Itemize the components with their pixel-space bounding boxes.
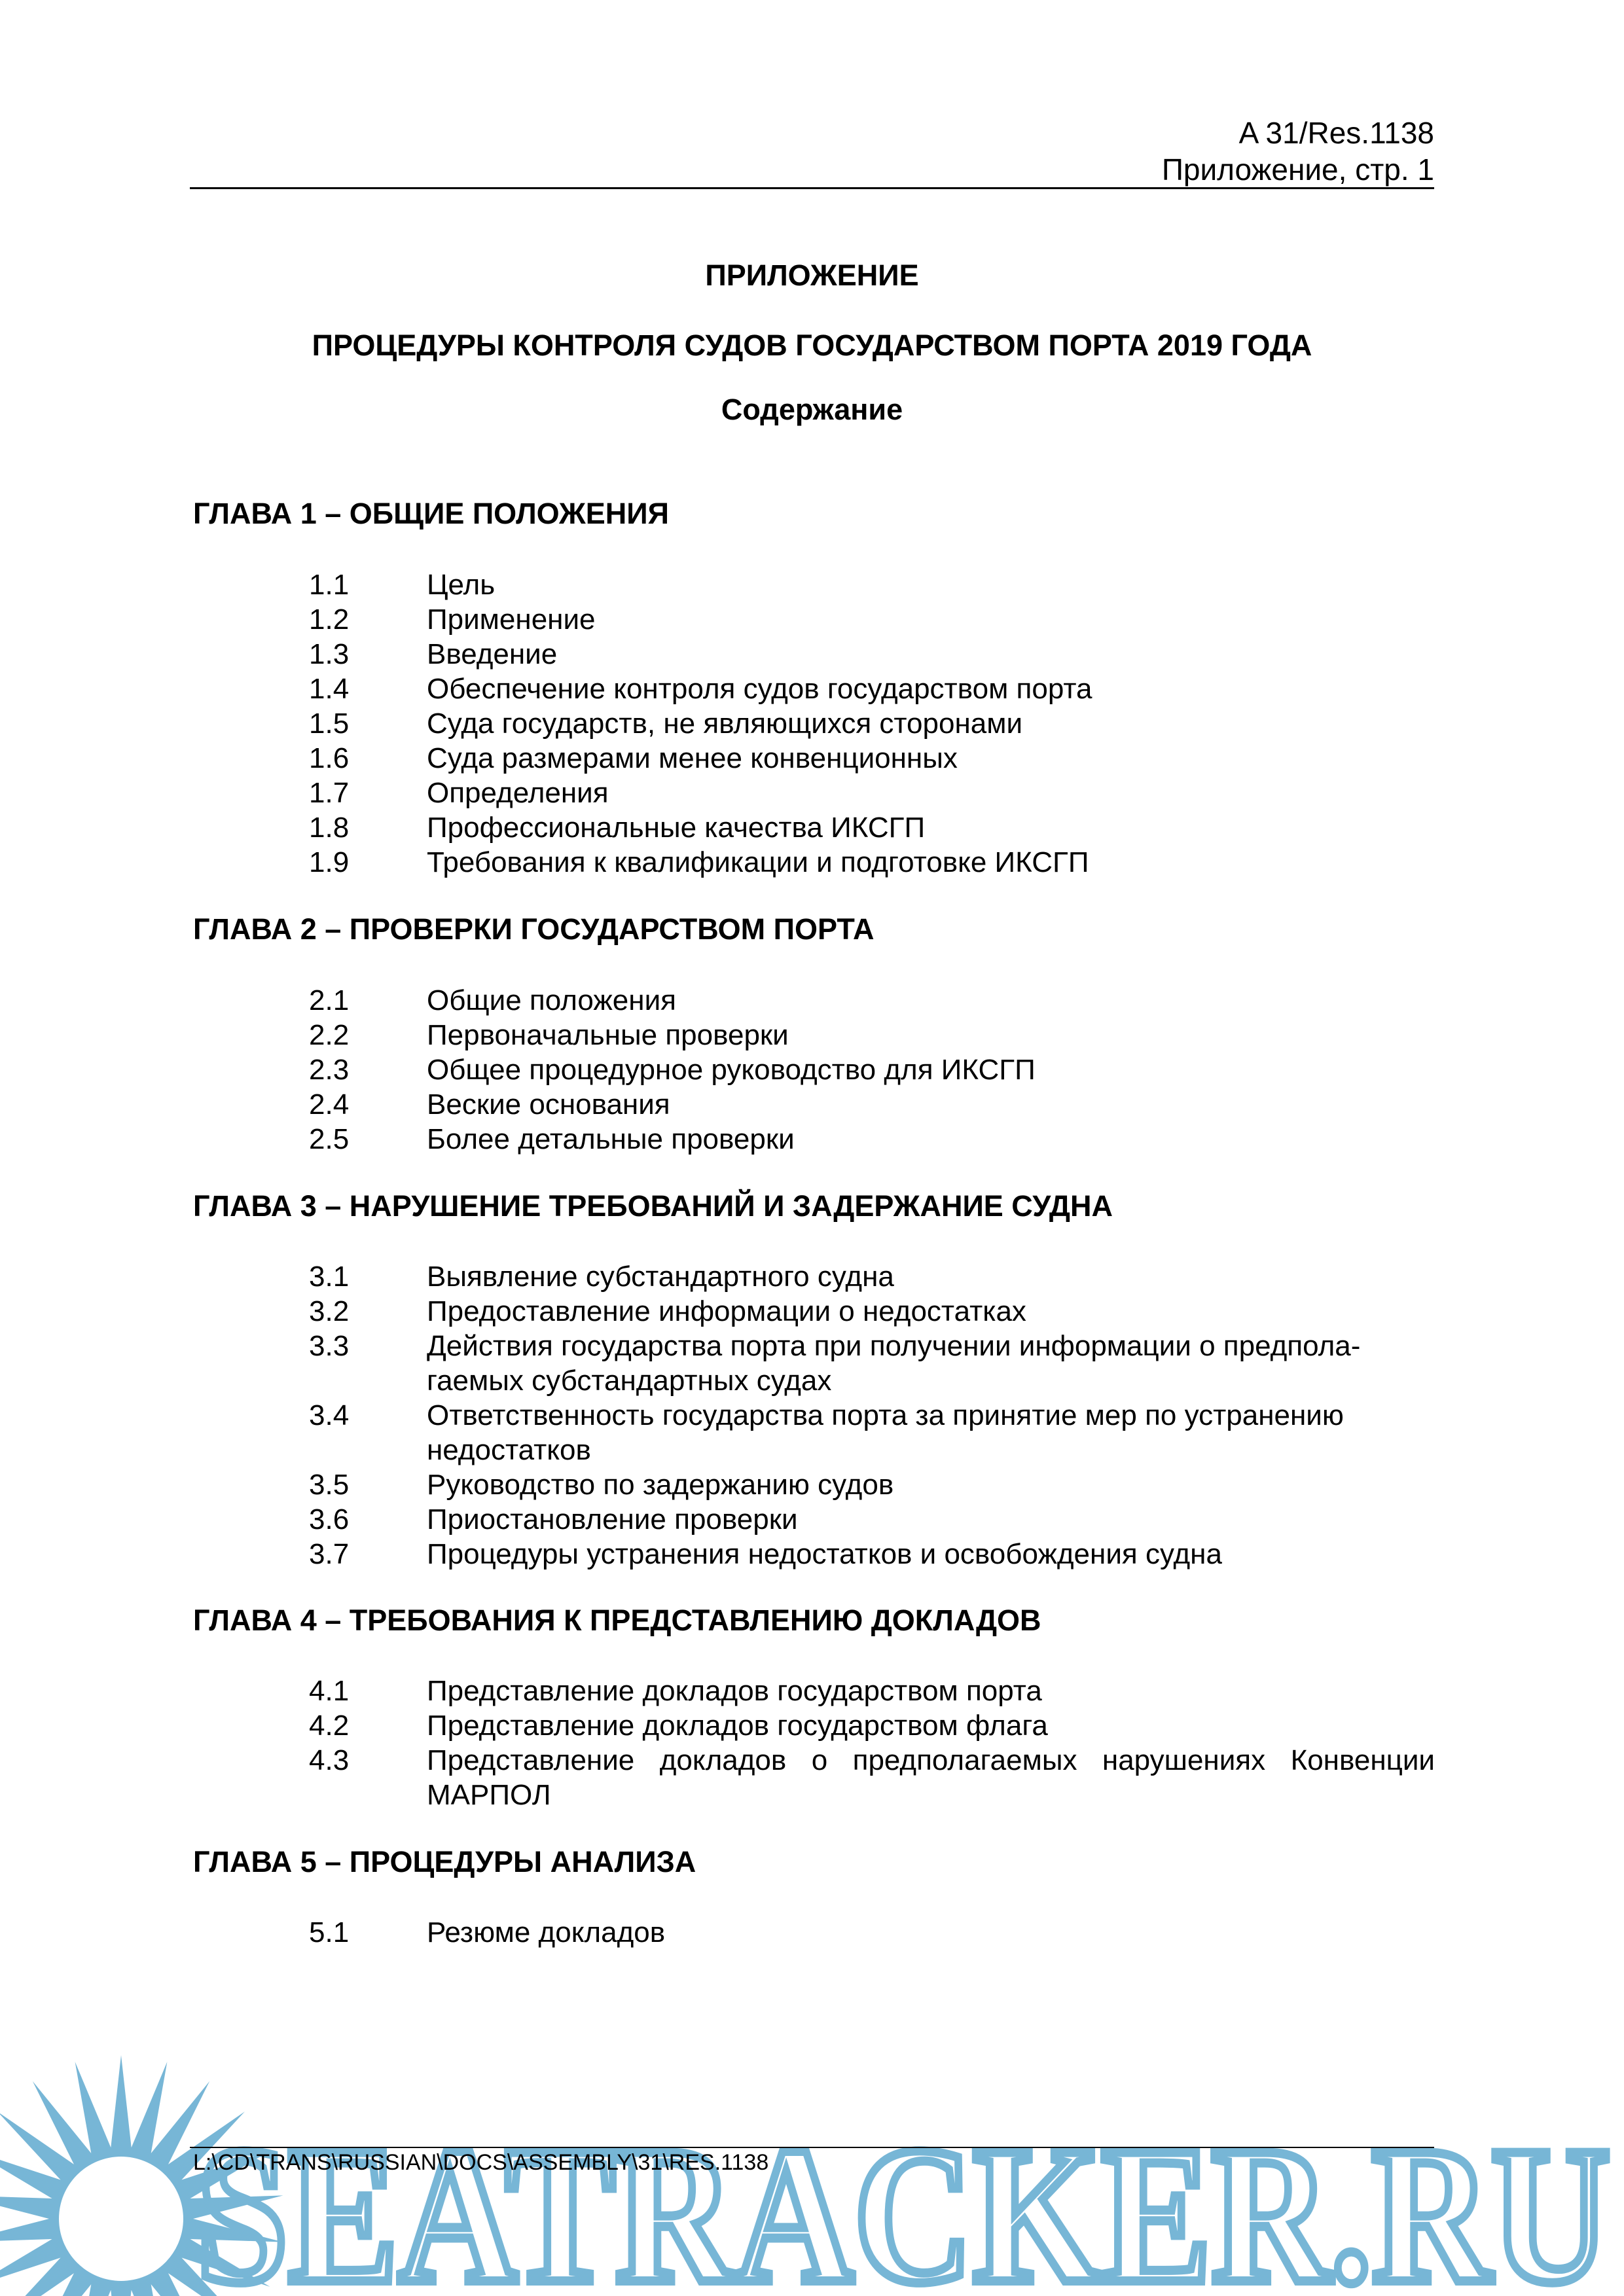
toc-item[interactable]: 2.5 Более детальные проверки	[309, 1123, 795, 1155]
chapter-2-title: ГЛАВА 2 – ПРОВЕРКИ ГОСУДАРСТВОМ ПОРТА	[193, 912, 875, 946]
toc-item[interactable]: 1.7 Определения	[309, 777, 609, 809]
watermark-text: SEATRACKER.RU	[196, 2106, 1610, 2296]
footer-file-path: L:\CD\TRANS\RUSSIAN\DOCS\ASSEMBLY\31\RES.1138	[193, 2150, 769, 2175]
chapter-4-title: ГЛАВА 4 – ТРЕБОВАНИЯ К ПРЕДСТАВЛЕНИЮ ДОКЛАДОВ	[193, 1604, 1041, 1637]
toc-item[interactable]: 3.6 Приостановление проверки	[309, 1503, 798, 1535]
main-title: ПРОЦЕДУРЫ КОНТРОЛЯ СУДОВ ГОСУДАРСТВОМ ПОРТА 2019 ГОДА	[312, 329, 1312, 362]
page-header	[190, 115, 1434, 188]
toc-item[interactable]: 3.2 Предоставление информации о недостатках	[309, 1295, 1026, 1327]
toc-item[interactable]: 2.3 Общее процедурное руководство для ИКСГП	[309, 1054, 1036, 1086]
toc-item[interactable]: 4.2 Представление докладов государством флага	[309, 1710, 1048, 1742]
page-label: Приложение, стр. 1	[1161, 152, 1434, 187]
chapter-5-title: ГЛАВА 5 – ПРОЦЕДУРЫ АНАЛИЗА	[193, 1845, 696, 1878]
toc-item[interactable]: 1.8 Профессиональные качества ИКСГП	[309, 812, 926, 844]
toc-item[interactable]: 1.4 Обеспечение контроля судов государством порта	[309, 673, 1092, 705]
toc-item[interactable]: 3.5 Руководство по задержанию судов	[309, 1469, 894, 1501]
toc-item[interactable]: 4.3 Представление докладов о предполагаемых нарушениях Конвенции МАРПОЛ	[309, 1744, 1435, 1811]
toc-item[interactable]: 3.1 Выявление субстандартного судна	[309, 1261, 894, 1293]
header-rule	[190, 187, 1434, 189]
document-id: A 31/Res.1138	[1238, 116, 1434, 150]
toc-item[interactable]: 1.3 Введение	[309, 638, 558, 670]
toc-item[interactable]: 4.1 Представление докладов государством порта	[309, 1675, 1042, 1707]
toc-item[interactable]: 1.1 Цель	[309, 569, 496, 601]
toc-item[interactable]: 3.4 Ответственность государства порта за принятие мер по устранению недостатков	[309, 1399, 1344, 1466]
annex-title: ПРИЛОЖЕНИЕ	[705, 259, 919, 292]
toc-item[interactable]: 2.2 Первоначальные проверки	[309, 1019, 789, 1051]
toc-item[interactable]: 1.6 Суда размерами менее конвенционных	[309, 742, 958, 774]
toc-item[interactable]: 3.3 Действия государства порта при получении информации о предпола- гаемых субстандартных судах	[309, 1330, 1361, 1397]
toc-item[interactable]: 3.7 Процедуры устранения недостатков и освобождения судна	[309, 1538, 1222, 1570]
toc-item[interactable]: 1.5 Суда государств, не являющихся сторонами	[309, 708, 1023, 740]
toc-item[interactable]: 2.4 Веские основания	[309, 1088, 670, 1121]
chapter-1-title: ГЛАВА 1 – ОБЩИЕ ПОЛОЖЕНИЯ	[193, 497, 669, 530]
seatracker-watermark	[0, 2055, 1624, 2296]
toc-item[interactable]: 5.1 Резюме докладов	[309, 1916, 666, 1948]
chapter-3-title: ГЛАВА 3 – НАРУШЕНИЕ ТРЕБОВАНИЙ И ЗАДЕРЖАНИЕ СУДНА	[193, 1189, 1113, 1223]
toc-item[interactable]: 1.2 Применение	[309, 603, 596, 636]
footer-rule	[190, 2147, 1434, 2148]
toc-item[interactable]: 1.9 Требования к квалификации и подготовке ИКСГП	[309, 846, 1089, 878]
contents-title: Содержание	[721, 393, 903, 426]
toc-item[interactable]: 2.1 Общие положения	[309, 984, 676, 1016]
